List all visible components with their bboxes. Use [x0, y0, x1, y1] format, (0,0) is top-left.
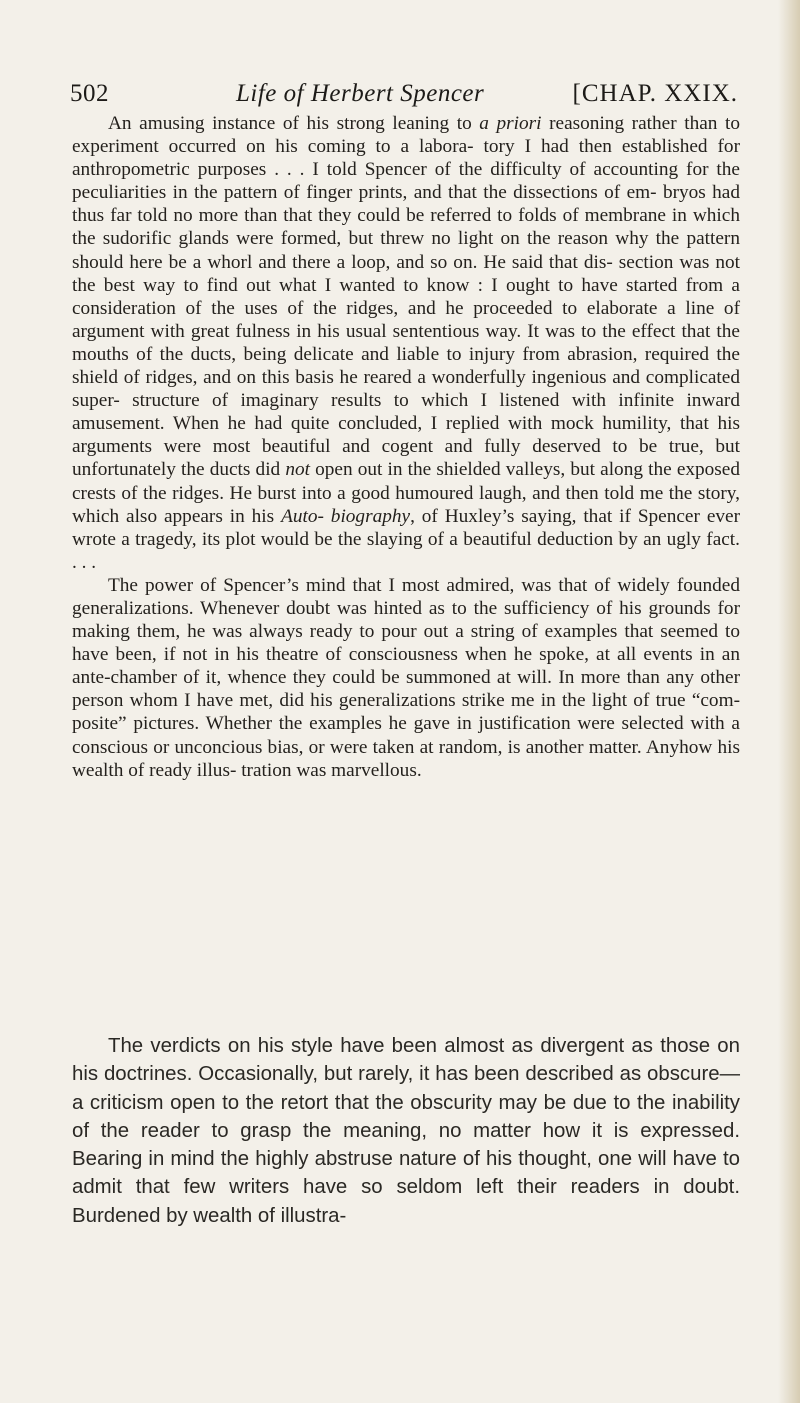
- quote-italic-not: not: [285, 459, 310, 481]
- body-paragraph-1: The verdicts on his style have been almost as divergent as those on his doctrines. Occasionally, but rarely, it has been described as obscure—a criticism open to the retort that the obscurity may be due to the inability of the reader to grasp the meaning, no matter how it is expressed. Bearing in mind the highly abstruse nature of his thought, one will have to admit that few writers have so seldom left their readers in doubt. Burdened by wealth of illustra-: [72, 1035, 740, 1227]
- quote-italic-a-priori: a priori: [479, 113, 542, 134]
- page-edge-shadow: [778, 0, 800, 1403]
- quote-italic-autobiography: Auto- biography: [281, 505, 411, 527]
- running-title: Life of Herbert Spencer: [236, 80, 485, 107]
- quote-text: open out in the shielded valleys, but along the exposed crests of the ridges. He burst into a good humoured laugh, and then told me the story, which also appears in his: [72, 459, 740, 527]
- page-number: 502: [70, 80, 109, 107]
- quote-text: reasoning rather than to experiment occurred on his coming to a labora- tory I had then established for anthropometric purposes . . . I told Spencer of the difficulty of accounting for the peculiarities in the pattern of finger prints, and that the dissections of em- bryos had thus far told no more than that they could be referred to folds of membrane in which the sudorific glands were formed, but threw no light on the reason why the pattern should here be a whorl and there a loop, and so on. He said that dis- section was not the best way to find out what I wanted to know : I ought to have started from a consideration of the uses of the ridges, and he proceeded to elaborate a line of argument with great fulness in his usual sententious way. It was to the effect that the mouths of the ducts, being delicate and liable to injury from abrasion, required the shield of ridges, and on this basis he reared a wonderfully ingenious and complicated super- structure of imaginary results to which I listened with infinite inward amusement. When he had quite concluded, I replied with mock humility, that his arguments were most beautiful and cogent and fully deserved to be true, but unfortunately the ducts did: [72, 113, 740, 481]
- quote-paragraph-1: [72, 112, 740, 574]
- body-text: [72, 1032, 740, 1230]
- page-header: [70, 80, 738, 114]
- quote-paragraph-2: The power of Spencer’s mind that I most admired, was that of widely founded generalizations. Whenever doubt was hinted as to the sufficiency of his grounds for making them, he was always ready to pour out a string of examples that seemed to have been, if not in his theatre of consciousness when he spoke, at all events in an ante-chamber of it, whence they could be summoned at will. In more than any other person whom I have met, did his generalizations strike me in the light of true “com- posite” pictures. Whether the examples he gave in justification were selected with a conscious or unconcious bias, or were taken at random, is another matter. Anyhow his wealth of ready illus- tration was marvellous.: [72, 574, 740, 781]
- quote-text: An amusing instance of his strong leaning to: [108, 113, 480, 134]
- chapter-label: [CHAP. XXIX.: [572, 80, 738, 107]
- quote-text: , of Huxley’s saying, that if Spencer ever wrote a tragedy, its plot would be the slaying of a beautiful deduction by an ugly fact. . . .: [72, 505, 740, 573]
- quoted-passage: [72, 112, 740, 782]
